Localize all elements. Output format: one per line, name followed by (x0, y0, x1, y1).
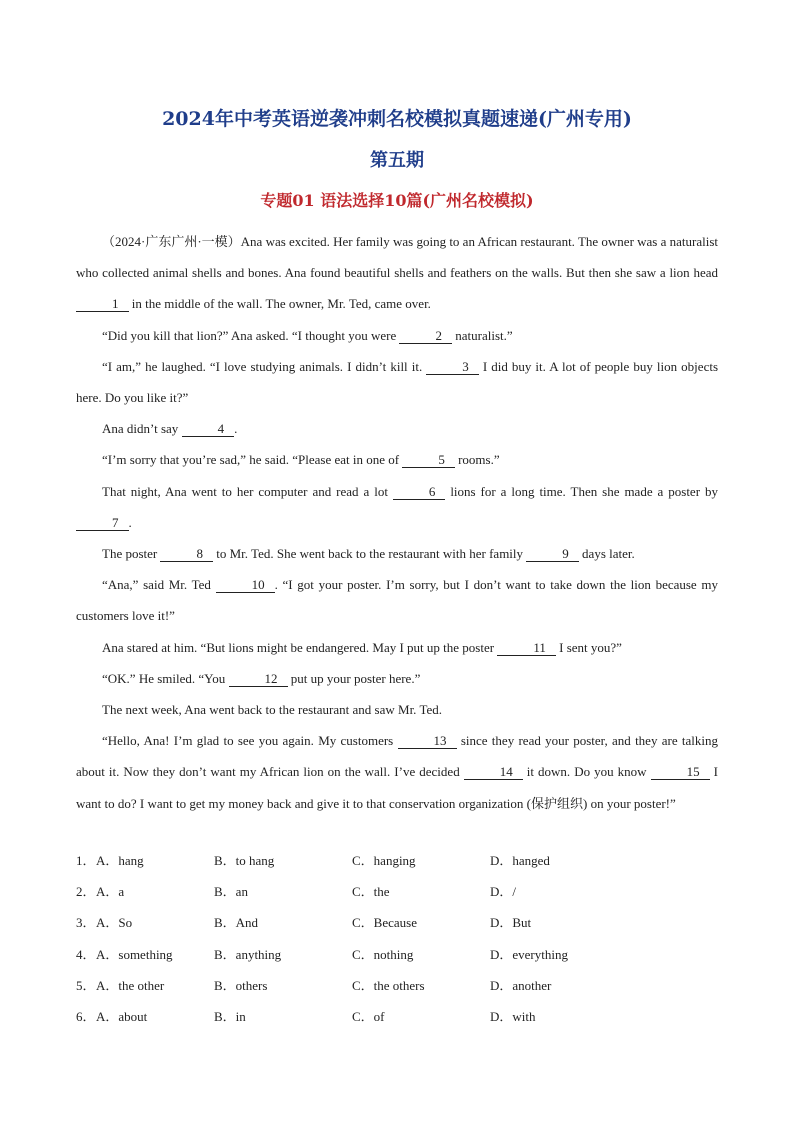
paragraph: “I’m sorry that you’re sad,” he said. “Please eat in one of 5 rooms.” (102, 452, 500, 468)
issue-label: 第五期 (370, 150, 424, 171)
paragraph: The poster 8 to Mr. Ted. She went back to the restaurant with her family 9 days later. (102, 546, 635, 562)
option-a: A．So (96, 915, 133, 931)
option-b: B．to hang (214, 853, 275, 868)
option-a: A．something (96, 946, 173, 962)
option-c: C．the (352, 884, 390, 900)
question-row (76, 970, 718, 1001)
option-d: D．everything (490, 946, 568, 962)
blank-2: 2 (399, 328, 452, 344)
option-c: C．Because (352, 915, 417, 931)
option-d: D．/ (490, 884, 517, 900)
question-number: 2． (76, 884, 96, 900)
option-c: C．the others (352, 977, 425, 993)
paragraph: （2024·广东广州·一模）Ana was excited. Her family was going to an African restaurant. The owner was a naturalist who collected animal shells and bones. Ana found beautiful shells and feathers on the walls. But then she saw a lion head 1 in the middle of the wall. The owner, Mr. Ted, came over. (76, 234, 719, 312)
option-c: C．nothing (352, 946, 414, 962)
blank-15: 15 (651, 764, 710, 780)
blank-7: 7 (76, 515, 129, 531)
paragraph: “Ana,” said Mr. Ted 10 . “I got your poster. I’m sorry, but I don’t want to take down the lion because my customers love it!” (76, 577, 718, 624)
option-d: D．with (490, 1008, 536, 1024)
question-number: 6． (76, 1008, 96, 1024)
blank-3: 3 (426, 359, 479, 375)
answer-options (76, 845, 718, 1032)
question-row (76, 939, 718, 970)
question-row (76, 845, 718, 876)
blank-6: 6 (393, 484, 446, 500)
option-a: A．a (96, 884, 125, 900)
blank-14: 14 (464, 764, 523, 780)
blank-5: 5 (402, 452, 455, 468)
paragraph: “Hello, Ana! I’m glad to see you again. My customers 13 since they read your poster, and they are talking about it. Now they don’t want my African lion on the wall. I’ve decided 14 it down. Do you know 15 I want to do? I want to get my money back and give it to that conservation organization (保护组织) on your poster!” (76, 733, 718, 811)
option-d: D．But (490, 915, 532, 931)
blank-1: 1 (76, 296, 129, 312)
option-d: D．another (490, 977, 552, 993)
question-row (76, 907, 718, 938)
blank-4: 4 (182, 421, 235, 437)
question-number: 1． (76, 853, 96, 868)
option-c: C．hanging (352, 853, 416, 868)
paragraph: “Did you kill that lion?” Ana asked. “I thought you were 2 naturalist.” (102, 327, 513, 343)
question-number: 4． (76, 946, 96, 962)
option-b: B．And (214, 915, 259, 931)
reading-passage (76, 226, 718, 819)
paragraph: That night, Ana went to her computer and read a lot 6 lions for a long time. Then she made a poster by 7 . (76, 476, 718, 538)
blank-12: 12 (229, 671, 288, 687)
option-b: B．in (214, 1008, 246, 1024)
paragraph: “I am,” he laughed. “I love studying animals. I didn’t kill it. 3 I did buy it. A lot of people buy lion objects here. Do you like it?” (76, 358, 719, 406)
blank-9: 9 (526, 546, 579, 562)
option-b: B．others (214, 977, 268, 993)
paragraph: “OK.” He smiled. “You 12 put up your poster here.” (102, 670, 421, 686)
question-row (76, 1001, 718, 1032)
document-title: 2024年中考英语逆袭冲刺名校模拟真题速递(广州专用) (162, 108, 632, 130)
option-b: B．an (214, 884, 248, 900)
blank-8: 8 (160, 546, 213, 562)
option-a: A．the other (96, 977, 165, 993)
paragraph: Ana didn’t say 4 . (102, 421, 238, 437)
option-b: B．anything (214, 946, 282, 962)
option-a: A．hang (96, 853, 144, 868)
option-a: A．about (96, 1008, 148, 1024)
paragraph: The next week, Ana went back to the restaurant and saw Mr. Ted. (102, 702, 442, 718)
question-row (76, 876, 718, 907)
option-c: C．of (352, 1008, 385, 1024)
option-d: D．hanged (490, 853, 550, 868)
topic-heading: 专题01 语法选择10篇(广州名校模拟) (260, 191, 534, 210)
blank-11: 11 (497, 640, 556, 656)
question-number: 5． (76, 977, 96, 993)
paragraph: Ana stared at him. “But lions might be endangered. May I put up the poster 11 I sent you?” (102, 639, 622, 655)
blank-10: 10 (216, 577, 275, 593)
question-number: 3． (76, 915, 96, 931)
blank-13: 13 (398, 733, 457, 749)
